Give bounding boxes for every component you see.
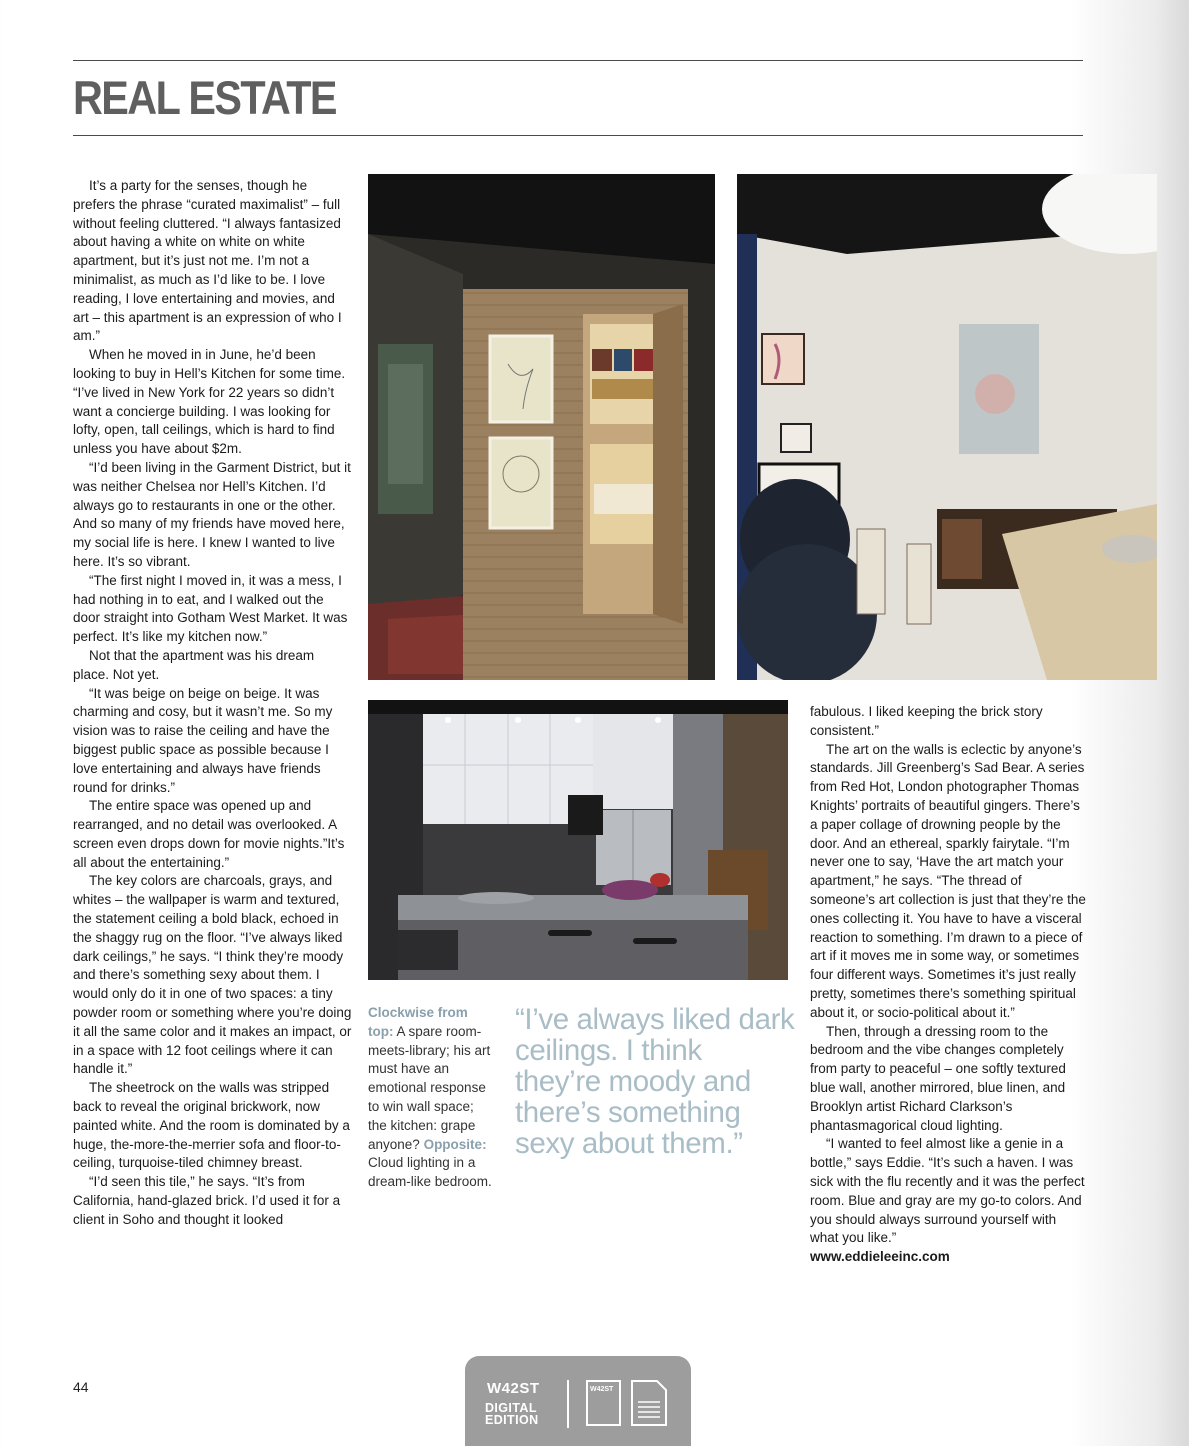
paragraph: The entire space was opened up and rearranged, and no detail was overlooked. A screen even drops down for movie nights.”It’s all about the entertaining.”	[73, 798, 345, 870]
brand-logo: W42ST	[487, 1380, 540, 1397]
edition-label	[485, 1403, 539, 1426]
document-icon[interactable]	[631, 1380, 667, 1426]
photo-kitchen	[368, 700, 788, 980]
paragraph: “It was beige on beige on beige. It was charming and cosy, but it wasn’t me. So my vision was to raise the ceiling and have the biggest public space as possible because I love entertaining and always have friends round for drinks.”	[73, 685, 333, 795]
magazine-icon[interactable]	[586, 1380, 621, 1426]
paragraph: The art on the walls is eclectic by anyone’s standards. Jill Greenberg’s Sad Bear. A series from Red Hot, London photographer Thomas Knights’ portraits of beautiful gingers. There’s a paper collage of drowning people by the door. And an ethereal, sparkly fairytale. “I’m never one to say, ‘Have the art match your apartment,” he says. “The thread of someone’s art collection is just that they’re the ones collecting it. You have to have a visceral reaction to something. I’m drawn to a piece of art if it moves me in some way, or sometimes four different ways. Sometimes it’s just really pretty, sometimes there’s something spiritual about it, or socio-political about it.”	[810, 741, 1086, 1020]
top-rule	[73, 60, 1083, 61]
title-rule	[73, 135, 1083, 136]
paragraph: Not that the apartment was his dream place. Not yet.	[73, 647, 315, 682]
body-column-left	[73, 177, 352, 1230]
edition-label-line: EDITION	[485, 1412, 539, 1427]
paragraph: The key colors are charcoals, grays, and whites – the wallpaper is warm and textured, the statement ceiling a bold black, echoed in the shaggy rug on the floor. “I’ve always liked dark ceilings,” he says. “I think they’re moody and there’s something sexy about them. I would only do it in one of two spaces: a tiny powder room or something where you’re doing it all the same color and it makes an impact, or in a space with 12 foot ceilings where it can handle it.”	[73, 873, 352, 1077]
caption-text: Cloud lighting in a dream-like bedroom.	[368, 1155, 492, 1190]
photo-white-brick-room	[737, 174, 1157, 680]
paragraph: “I wanted to feel almost like a genie in a bottle,” says Eddie. “It’s such a haven. I was sick with the flu recently and it was the perfect room. Blue and gray are my go-to colors. And you should always surround yourself with what you like.”	[810, 1136, 1085, 1246]
paragraph: “I’d seen this tile,” he says. “It’s from California, hand-glazed brick. I’d used it for a client in Soho and thought it looked	[73, 1174, 341, 1227]
caption-text: A spare room-meets-library; his art must have an emotional response to win wall space; the kitchen: grape anyone?	[368, 1023, 491, 1152]
edition-label-line: DIGITAL	[485, 1401, 537, 1415]
photo-caption	[368, 1004, 496, 1192]
section-title: REAL ESTATE	[73, 71, 336, 124]
caption-label: Clockwise from top:	[368, 1005, 468, 1039]
paragraph: “The first night I moved in, it was a mess, I had nothing in to eat, and I walked out the door straight into Gotham West Market. It was perfect. It’s like my kitchen now.”	[73, 572, 348, 645]
digital-edition-tab[interactable]	[465, 1356, 691, 1446]
photo-library-room	[368, 174, 715, 680]
website-link[interactable]: www.eddieleeinc.com	[810, 1249, 950, 1265]
pull-quote: “I’ve always liked dark ceilings. I think they’re moody and there’s something sexy about them.”	[515, 1003, 795, 1160]
paragraph: When he moved in in June, he’d been looking to buy in Hell’s Kitchen for some time. “I’ve lived in New York for 22 years so didn’t want a concierge building. I was looking for lofty, open, tall ceilings, which is hard to find unless you have about $2m.	[73, 347, 346, 457]
page-number: 44	[73, 1379, 89, 1395]
paragraph: It’s a party for the senses, though he prefers the phrase “curated maximalist” – full without feeling cluttered. “I always fantasized about having a white on white on white apartment, but it’s just not me. I’m not a minimalist, as much as I’d like to be. I love reading, I love entertaining and movies, and art – this apartment is an expression of who I am.”	[73, 178, 342, 344]
paragraph: “I’d been living in the Garment District, but it was neither Chelsea nor Hell’s Kitchen. I’d always go to restaurants in one or the other. And so many of my friends have moved here, my social life is here. I knew I wanted to live here. It’s so vibrant.	[73, 459, 351, 569]
paragraph: The sheetrock on the walls was stripped back to reveal the original brickwork, now painted white. And the room is dominated by a huge, the-more-the-merrier sofa and floor-to-ceiling, turquoise-tiled chimney breast.	[73, 1080, 350, 1171]
paragraph: Then, through a dressing room to the bedroom and the vibe changes completely from party to peaceful – one softly textured blue wall, another mirrored, blue linen, and Brooklyn artist Richard Clarkson’s phantasmagorical cloud lighting.	[810, 1023, 1066, 1133]
tab-divider	[567, 1380, 569, 1428]
body-column-right	[810, 703, 1086, 1267]
caption-label: Opposite:	[423, 1136, 487, 1152]
mini-brand-text: W42ST	[590, 1386, 614, 1393]
paragraph: fabulous. I liked keeping the brick story consistent.”	[810, 704, 1043, 738]
